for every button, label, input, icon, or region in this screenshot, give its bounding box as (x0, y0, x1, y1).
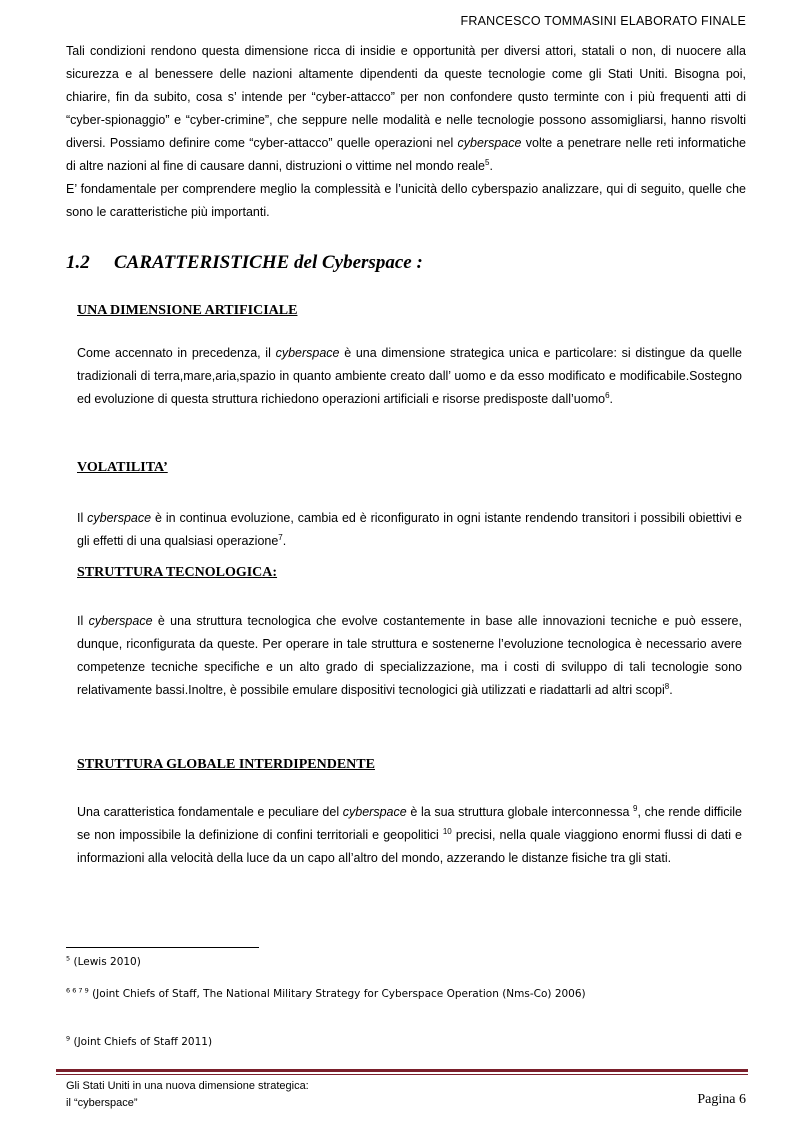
footer-title: Gli Stati Uniti in una nuova dimensione strategica: il “cyberspace” (66, 1080, 309, 1109)
footnote: $^9$ (Joint Chiefs of Staff 2011) (66, 1034, 213, 1048)
subsection-paragraph: Una caratteristica fondamentale e peculiare del cyberspace è la sua struttura globale interconnessa $^9$, che rende difficile se non impossibile la definizione di confini territoriali e geopolitici $^{10}$ precisi, nella quale viaggiono enormi flussi di dati e informazioni alla velocità della luce da un capo all’altro del mondo, azzerando le distanze fisiche tra gli stati. (77, 803, 743, 865)
intro-paragraph: Tali condizioni rendono questa dimensione ricca di insidie e opportunità per diversi attori, statali o non, di nuocere alla sicurezza e al benessere delle nazioni altamente dipendenti da queste tecnologie come gli Stati Uniti. Bisogna poi, chiarire, fin da subito, cosa s’ intende per “cyber-attacco” per non confondere qusto terminte con i più frequenti atti di “cyber-spionaggio” e “cyber-crimine”, che seppure nelle modalità e nelle tecnologie possono assomigliarsi, hanno risvolti diversi. Possiamo definire come “cyber-attacco” quelle operazioni nel cyberspace volte a penetrare nelle reti informatiche di altre nazioni al fine di causare danni, distruzioni o vittime nel mondo reale$^5$. (66, 44, 746, 173)
footnote: $^5$ (Lewis 2010) (66, 954, 141, 968)
intro-paragraph-2: E’ fondamentale per comprendere meglio la complessità e l’unicità dello cyberspazio analizzare, qui di seguito, quelle che sono le caratteristiche più importanti. (66, 182, 746, 219)
footnote-separator (66, 947, 259, 948)
page-number: Pagina 6 (697, 1092, 746, 1107)
subsection-heading: STRUTTURA TECNOLOGICA: (77, 565, 278, 580)
footnote-ref[interactable]: 10 (442, 826, 452, 836)
footnote: $^{6 6 7 9}$ (Joint Chiefs of Staff, The National Military Strategy for Cyberspace Operation (Nms-Co) 2006) (66, 986, 586, 1000)
footnote-ref[interactable]: 8 (664, 681, 670, 691)
subsection-paragraph: Il cyberspace è una struttura tecnologica che evolve costantemente in base alle innovazioni tecniche e può essere, dunque, riconfigurata da queste. Per operare in tale struttura e sostenerne l’evoluzione tecnologica è necessario avere competenze tecniche specifiche e un alto grado di specializzazione, ma i costi di sviluppo di tali tecnologie sono relativamente bassi.Inoltre, è possibile emulare dispositivi tecnologici già utilizzati e riadattarli ad altri scopi$^8$. (77, 614, 742, 697)
subsection-paragraph: Il cyberspace è in continua evoluzione, cambia ed è riconfigurato in ogni istante rendendo transitori i possibili obiettivi e gli effetti di una qualsiasi operazione$^7$. (77, 511, 742, 548)
subsection-heading: UNA DIMENSIONE ARTIFICIALE (77, 303, 298, 318)
section-title (66, 252, 423, 274)
section-heading: CARATTERISTICHE del Cyberspace : (114, 252, 423, 273)
subsection-heading: STRUTTURA GLOBALE INTERDIPENDENTE (77, 757, 375, 772)
section-number: 1.2 (66, 252, 90, 273)
footnote-ref[interactable]: 5 (484, 157, 490, 167)
footnote-ref[interactable]: 7 (278, 532, 283, 542)
footer-divider (56, 1069, 748, 1075)
running-header: FRANCESCO TOMMASINI ELABORATO FINALE (460, 14, 746, 28)
intro-block (66, 40, 746, 224)
subsection-heading: VOLATILITA’ (77, 460, 168, 475)
footnote-ref[interactable]: 9 (633, 803, 638, 813)
footnote-ref[interactable]: 6 (605, 390, 610, 400)
subsection-paragraph: Come accennato in precedenza, il cyberspace è una dimensione strategica unica e particolare: si distingue da quelle tradizionali di terra,mare,aria,spazio in quanto ambiente creato dall’ uomo e da esso modificato e modificabile.Sostegno ed evoluzione di questa struttura richiedono operazioni artificiali e risorse predisposte dall’uomo$^6$. (77, 346, 742, 406)
